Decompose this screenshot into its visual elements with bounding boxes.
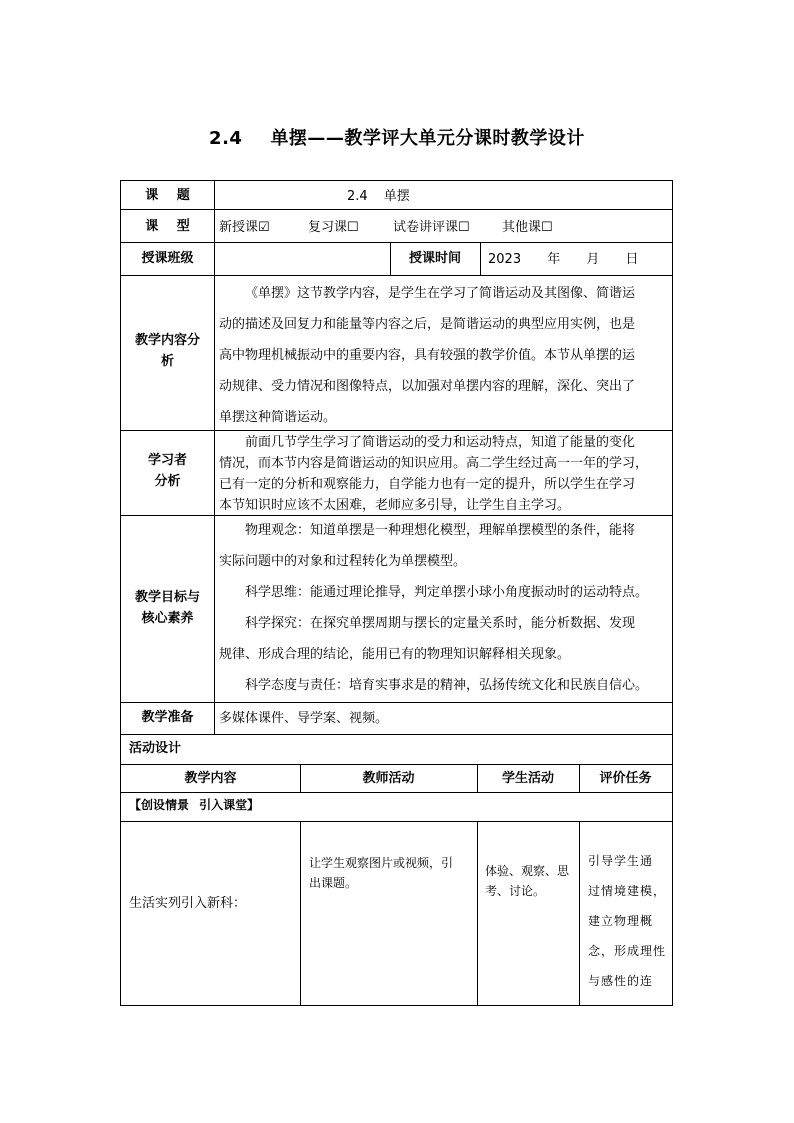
preparation-label: 教学准备 <box>141 710 194 725</box>
paragraph-line: 科学探究：在探究单摆周期与摆长的定量关系时，能分析数据、发现 <box>245 616 636 631</box>
activity-heading: 活动设计 <box>129 741 182 756</box>
topic-label: 课 题 <box>145 188 190 203</box>
goals-label <box>121 587 214 629</box>
row-divider <box>121 764 672 765</box>
row-divider <box>121 702 672 703</box>
paragraph-line: 体验、观察、思 <box>485 864 570 878</box>
paragraph-line: 本节知识时应该不太困难，老师应多引导，让学生自主学习。 <box>219 498 571 513</box>
paragraph-line: 出课题。 <box>309 876 358 890</box>
topic-value: 2.4 单摆 <box>347 189 410 204</box>
document-title <box>0 124 794 150</box>
learner-analysis-text <box>219 432 648 516</box>
paragraph-line: 科学态度与责任：培育实事求是的精神，弘扬传统文化和民族自信心。 <box>245 678 649 693</box>
paragraph-line: 与感性的连 <box>588 974 654 988</box>
type-option-exam: 试卷讲评课☐ <box>393 220 470 235</box>
activity-content: 生活实列引入新科： <box>129 896 247 911</box>
row-divider <box>121 209 672 210</box>
type-option-other: 其他课☐ <box>502 220 553 235</box>
paragraph-line: 规律、形成合理的结论，能用已有的物理知识解释相关现象。 <box>219 647 571 662</box>
label-line: 教学目标与 <box>134 590 200 605</box>
paragraph-line: 动规律、受力情况和图像特点，以加强对单摆内容的理解，深化、突出了 <box>219 379 636 394</box>
paragraph-line: 动的描述及回复力和能量等内容之后，是简谐运动的典型应用实例，也是 <box>219 317 636 332</box>
paragraph-line: 念，形成理性 <box>588 944 667 958</box>
type-option-new: 新授课☑ <box>219 220 270 235</box>
type-label: 课 型 <box>145 219 190 234</box>
paragraph-line: 高中物理机械振动中的重要内容，具有较强的教学价值。本节从单摆的运 <box>219 348 636 363</box>
type-option-review: 复习课☐ <box>308 220 359 235</box>
paragraph-line: 物理观念：知道单摆是一种理想化模型，理解单摆模型的条件，能将 <box>245 523 636 538</box>
column-divider <box>579 821 580 1006</box>
column-divider <box>480 242 481 275</box>
title-text: 单摆——教学评大单元分课时教学设计 <box>270 128 585 149</box>
column-divider <box>477 821 478 1006</box>
column-header-evaluation: 评价任务 <box>599 771 652 786</box>
evaluation-task <box>588 846 666 996</box>
paragraph-line: 《单摆》这节教学内容，是学生在学习了简谐运动及其图像、简谐运 <box>245 286 636 301</box>
time-value: 2023 年 月 日 <box>488 252 639 267</box>
label-line: 分析 <box>154 474 181 489</box>
column-header-teacher: 教师活动 <box>362 771 415 786</box>
column-divider <box>214 181 215 734</box>
preparation-value: 多媒体课件、导学案、视频。 <box>219 711 389 726</box>
paragraph-line: 让学生观察图片或视频，引 <box>309 856 454 870</box>
paragraph-line: 前面几节学生学习了简谐运动的受力和运动特点，知道了能量的变化 <box>245 435 636 450</box>
class-label: 授课班级 <box>141 251 194 266</box>
paragraph-line: 科学思维：能通过理论推导，判定单摆小球小角度振动时的运动特点。 <box>245 585 649 600</box>
title-number: 2.4 <box>209 128 243 149</box>
label-line: 析 <box>160 354 174 369</box>
column-header-content: 教学内容 <box>184 771 237 786</box>
learner-analysis-label <box>121 450 214 492</box>
label-line: 核心素养 <box>141 611 194 626</box>
paragraph-line: 实际问题中的对象和过程转化为单摆模型。 <box>219 554 467 569</box>
row-divider <box>121 242 672 243</box>
row-divider <box>121 275 672 276</box>
label-line: 教学内容分 <box>134 333 200 348</box>
paragraph-line: 引导学生通 <box>588 854 654 868</box>
paragraph-line: 已有一定的分析和观察能力，自学能力也有一定的提升，所以学生在学习 <box>219 477 636 492</box>
column-divider <box>300 821 301 1006</box>
goals-text <box>219 515 648 701</box>
column-header-student: 学生活动 <box>501 771 554 786</box>
content-analysis-text <box>219 278 635 433</box>
student-activity <box>485 861 569 901</box>
label-line: 学习者 <box>147 453 187 468</box>
paragraph-line: 情况，而本节内容是简谐运动的知识应用。高二学生经过高一一年的学习， <box>219 456 649 471</box>
row-divider <box>121 821 672 822</box>
paragraph-line: 考、讨论。 <box>485 884 546 898</box>
row-divider <box>121 734 672 735</box>
paragraph-line: 过情境建模， <box>588 884 667 898</box>
paragraph-line: 单摆这种简谐运动。 <box>219 410 337 425</box>
section-heading: 【创设情景 引入课堂】 <box>129 798 260 812</box>
teacher-activity <box>309 853 453 893</box>
row-divider <box>121 792 672 793</box>
content-analysis-label <box>121 330 214 372</box>
time-label: 授课时间 <box>408 251 461 266</box>
paragraph-line: 建立物理概 <box>588 914 654 928</box>
lesson-plan-table <box>120 180 673 1006</box>
